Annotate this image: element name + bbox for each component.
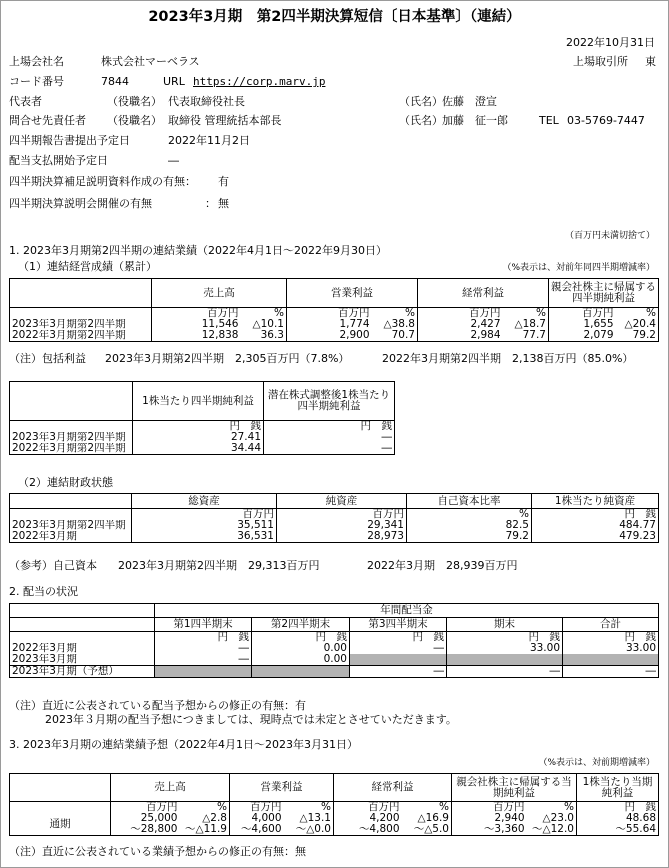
header-blank — [10, 618, 155, 632]
tel-value: 03-5769-7447 — [567, 114, 645, 127]
row-label: 2023年3月期 — [12, 654, 77, 665]
section1-heading: 1. 2023年3月期第2四半期の連結業績（2022年4月1日～2022年9月30日） — [9, 244, 387, 257]
cell-shaded — [563, 654, 659, 666]
cell: 2,940 — [452, 813, 527, 824]
cell: ― — [350, 666, 447, 678]
cell: 11,546 — [152, 319, 241, 330]
cell: ～△11.9 — [185, 824, 227, 835]
unit: 円 銭 — [532, 509, 659, 521]
table-row — [10, 813, 659, 824]
cell-shaded — [155, 666, 252, 678]
col-sales: 売上高 — [111, 774, 230, 802]
col-net-income: 親会社株主に帰属する当期純利益 — [452, 774, 577, 802]
annual-dividend-header: 年間配当金 — [155, 604, 659, 618]
table-row — [10, 666, 659, 678]
cell: 34.44 — [133, 443, 264, 455]
cell: ～4,600 — [230, 824, 284, 836]
cell: 28,973 — [277, 531, 407, 543]
unit-mil: 百万円 — [287, 308, 372, 320]
forecast-modification-note: （注）直近に公表されている業績予想からの修正の有無：無 — [9, 845, 306, 858]
rep-role-label: （役職名） — [107, 95, 162, 108]
cell-shaded — [350, 654, 447, 666]
comprehensive-income-prior: 2022年3月期第2四半期 2,138百万円（85.0%） — [382, 352, 634, 365]
unit-yen: 円 銭 — [563, 632, 659, 644]
table-row — [10, 432, 395, 443]
row-label: 2023年3月期第2四半期 — [12, 319, 126, 330]
forecast-table — [9, 773, 659, 836]
table-row — [10, 319, 659, 330]
cell: ～△5.0 — [413, 824, 449, 835]
cell: 4,200 — [334, 813, 402, 824]
col-q1: 第1四半期末 — [155, 618, 252, 632]
unit-yen: 円 銭 — [264, 421, 395, 433]
row-label: 2023年3月期（予想） — [12, 665, 119, 677]
url-label: URL — [163, 75, 185, 88]
dividend-start-label: 配当支払開始予定日 — [9, 154, 108, 167]
row-label: 2022年3月期 — [12, 643, 77, 654]
cell: 29,341 — [277, 520, 407, 531]
cell: ― — [155, 654, 252, 666]
company-name: 株式会社マーベラス — [101, 55, 200, 68]
cell: △38.8 — [383, 319, 415, 330]
supplement-label: 四半期決算補足説明資料作成の有無： — [9, 175, 196, 188]
cell: ― — [350, 643, 447, 654]
company-label: 上場会社名 — [9, 55, 64, 68]
unit-mil: 百万円 — [452, 802, 527, 814]
cell: ― — [264, 432, 395, 443]
col-total-assets: 総資産 — [132, 494, 277, 509]
unit-pct: % — [405, 307, 415, 319]
cell: 79.2 — [407, 531, 532, 543]
cell: 2,984 — [418, 330, 503, 342]
briefing-sep: ： — [205, 197, 216, 210]
col-net-assets: 純資産 — [277, 494, 407, 509]
unit-pct: % — [439, 801, 449, 813]
section1-pct-note: （%表示は、対前年同四半期増減率） — [502, 263, 655, 273]
cell: 12,838 — [152, 330, 241, 342]
cell: 2,900 — [287, 330, 372, 342]
financial-position-heading: （2）連結財政状態 — [18, 476, 113, 489]
unit-mil: 百万円 — [418, 308, 503, 320]
row-label: 2022年3月期第2四半期 — [12, 330, 126, 341]
rep-role: 代表取締役社長 — [168, 95, 245, 108]
rounding-note: （百万円未満切捨て） — [564, 231, 655, 241]
cell: ～3,360 — [452, 824, 527, 836]
unit-blank — [10, 632, 155, 644]
cell: △16.9 — [417, 813, 449, 824]
representative-label: 代表者 — [9, 95, 42, 108]
rep-name-label: （氏名） — [399, 95, 443, 108]
cell: 484.77 — [532, 520, 659, 531]
unit: 百万円 — [132, 509, 277, 521]
col-sales: 売上高 — [152, 279, 287, 308]
dividend-table — [9, 603, 659, 678]
cell: 82.5 — [407, 520, 532, 531]
rep-name: 佐藤 澄宣 — [442, 95, 497, 108]
cell: △10.1 — [252, 319, 284, 330]
col-eps: 1株当たり当期純利益 — [577, 774, 659, 802]
financial-position-table — [9, 493, 659, 543]
col-total: 合計 — [563, 618, 659, 632]
cell: 0.00 — [252, 643, 350, 654]
unit-pct: % — [536, 307, 546, 319]
unit-mil: 百万円 — [111, 802, 180, 814]
col-bps: 1株当たり純資産 — [532, 494, 659, 509]
table-row — [10, 443, 395, 455]
cell: ～△0.0 — [295, 824, 331, 835]
unit-mil: 百万円 — [549, 308, 616, 320]
unit: % — [407, 509, 532, 521]
equity-ref-label: （参考）自己資本 — [9, 559, 97, 572]
col-year-end: 期末 — [447, 618, 563, 632]
col-eps: 1株当たり四半期純利益 — [133, 382, 264, 421]
cell: 79.2 — [632, 330, 656, 341]
table-row — [10, 654, 659, 666]
equity-ref-prior: 2022年3月期 28,939百万円 — [367, 559, 518, 572]
unit-yen: 円 銭 — [350, 632, 447, 644]
header-blank — [10, 774, 111, 802]
code-value: 7844 — [101, 75, 129, 88]
row-label: 通期 — [49, 817, 71, 830]
unit-pct: % — [321, 801, 331, 813]
col-equity-ratio: 自己資本比率 — [407, 494, 532, 509]
publish-date: 2022年10月31日 — [566, 36, 655, 49]
cell: 48.68 — [577, 813, 659, 824]
cell: 27.41 — [133, 432, 264, 443]
unit-yen: 円 銭 — [252, 632, 350, 644]
tel-label: TEL — [539, 114, 559, 127]
header-blank — [10, 494, 132, 509]
cell: 1,774 — [287, 319, 372, 330]
cell: 36,531 — [132, 531, 277, 543]
contact-label: 問合せ先責任者 — [9, 114, 86, 127]
cell: ― — [563, 666, 659, 678]
unit-yen: 円 銭 — [133, 421, 264, 433]
cell: 4,000 — [230, 813, 284, 824]
header-blank — [10, 604, 155, 618]
row-label: 2022年3月期 — [12, 531, 77, 542]
row-label: 2023年3月期第2四半期 — [12, 432, 126, 443]
comprehensive-income-current: 2023年3月期第2四半期 2,305百万円（7.8%） — [105, 352, 350, 365]
table-row — [10, 330, 659, 342]
contact-role-label: （役職名） — [107, 114, 162, 127]
cell: ～28,800 — [111, 824, 180, 836]
contact-name: 加藤 征一郎 — [442, 114, 508, 127]
cell: ― — [155, 643, 252, 654]
cell: 0.00 — [252, 654, 350, 666]
unit-yen: 円 銭 — [155, 632, 252, 644]
section3-pct-note: （%表示は、対前期増減率） — [538, 758, 655, 768]
briefing-label: 四半期決算説明会開催の有無 — [9, 197, 152, 210]
section2-heading: 2. 配当の状況 — [9, 585, 78, 598]
unit-pct: % — [564, 801, 574, 813]
cell: ― — [447, 666, 563, 678]
cell: △13.1 — [299, 813, 331, 824]
row-label: 2023年3月期第2四半期 — [12, 520, 126, 531]
briefing-value: 無 — [218, 197, 229, 210]
col-q2: 第2四半期末 — [252, 618, 350, 632]
report-date-label: 四半期報告書提出予定日 — [9, 134, 130, 147]
table-row — [10, 643, 659, 654]
cell-shaded — [252, 666, 350, 678]
dividend-start-value: ― — [168, 154, 179, 167]
table-row — [10, 520, 659, 531]
cell: 36.3 — [260, 330, 284, 341]
col-diluted-eps: 潜在株式調整後1株当たり四半期純利益 — [264, 382, 395, 421]
equity-ref-current: 2023年3月期第2四半期 29,313百万円 — [118, 559, 320, 572]
row-label: 2022年3月期第2四半期 — [12, 443, 126, 454]
contact-name-label: （氏名） — [399, 114, 443, 127]
cell: 2,427 — [418, 319, 503, 330]
eps-table — [9, 381, 395, 455]
cell: ― — [264, 443, 395, 455]
unit: 百万円 — [277, 509, 407, 521]
col-operating-income: 営業利益 — [287, 279, 418, 308]
exchange-value: 東 — [645, 55, 656, 68]
unit-blank — [10, 509, 132, 521]
comprehensive-income-label: （注）包括利益 — [9, 352, 86, 365]
cell: 1,655 — [549, 319, 616, 330]
unit-mil: 百万円 — [152, 308, 241, 320]
exchange-label: 上場取引所 — [573, 55, 628, 68]
cell: 479.23 — [532, 531, 659, 543]
table-row — [10, 531, 659, 543]
dividend-note-label: （注）直近に公表されている配当予想からの修正の有無：有 — [9, 699, 306, 712]
unit-pct: % — [646, 307, 656, 319]
unit-pct: % — [217, 801, 227, 813]
unit-blank — [10, 421, 133, 433]
cell: △2.8 — [202, 813, 227, 824]
supplement-value: 有 — [218, 175, 229, 188]
code-label: コード番号 — [9, 75, 64, 88]
dividend-note-text: 2023年３月期の配当予想につきましては、現時点では未定とさせていただきます。 — [45, 713, 457, 726]
cell: 77.7 — [522, 330, 546, 341]
cell: 25,000 — [111, 813, 180, 824]
cell: △23.0 — [542, 813, 574, 824]
cell: △18.7 — [514, 319, 546, 330]
cell: △20.4 — [624, 319, 656, 330]
unit-mil: 百万円 — [230, 802, 284, 814]
col-q3: 第3四半期末 — [350, 618, 447, 632]
col-ordinary-income: 経常利益 — [418, 279, 549, 308]
cell-shaded — [447, 654, 563, 666]
unit-blank — [10, 308, 152, 320]
col-ordinary-income: 経常利益 — [334, 774, 452, 802]
operating-results-table — [9, 278, 659, 342]
header-blank — [10, 279, 152, 308]
col-net-income: 親会社株主に帰属する四半期純利益 — [549, 279, 659, 308]
document-title: 2023年3月期 第2四半期決算短信〔日本基準〕（連結） — [148, 9, 521, 25]
section3-heading: 3. 2023年3月期の連結業績予想（2022年4月1日～2023年3月31日） — [9, 738, 358, 751]
cell: 35,511 — [132, 520, 277, 531]
section1-subheading: （1）連結経営成績（累計） — [18, 260, 157, 273]
cell: 2,079 — [549, 330, 616, 342]
cell: 33.00 — [563, 643, 659, 654]
report-date: 2022年11月2日 — [168, 134, 250, 147]
company-url-link[interactable]: https://corp.marv.jp — [193, 75, 326, 88]
col-operating-income: 営業利益 — [230, 774, 334, 802]
cell: ～△12.0 — [532, 824, 574, 835]
unit-pct: % — [274, 307, 284, 319]
unit-mil: 百万円 — [334, 802, 402, 814]
cell: 70.7 — [391, 330, 415, 341]
unit-blank — [10, 802, 111, 814]
cell: ～4,800 — [334, 824, 402, 836]
cell: ～55.64 — [577, 824, 659, 836]
cell: 33.00 — [447, 643, 563, 654]
unit-yen: 円 銭 — [447, 632, 563, 644]
unit-yen: 円 銭 — [577, 802, 659, 814]
header-blank — [10, 382, 133, 421]
contact-role: 取締役 管理統括本部長 — [168, 114, 282, 127]
